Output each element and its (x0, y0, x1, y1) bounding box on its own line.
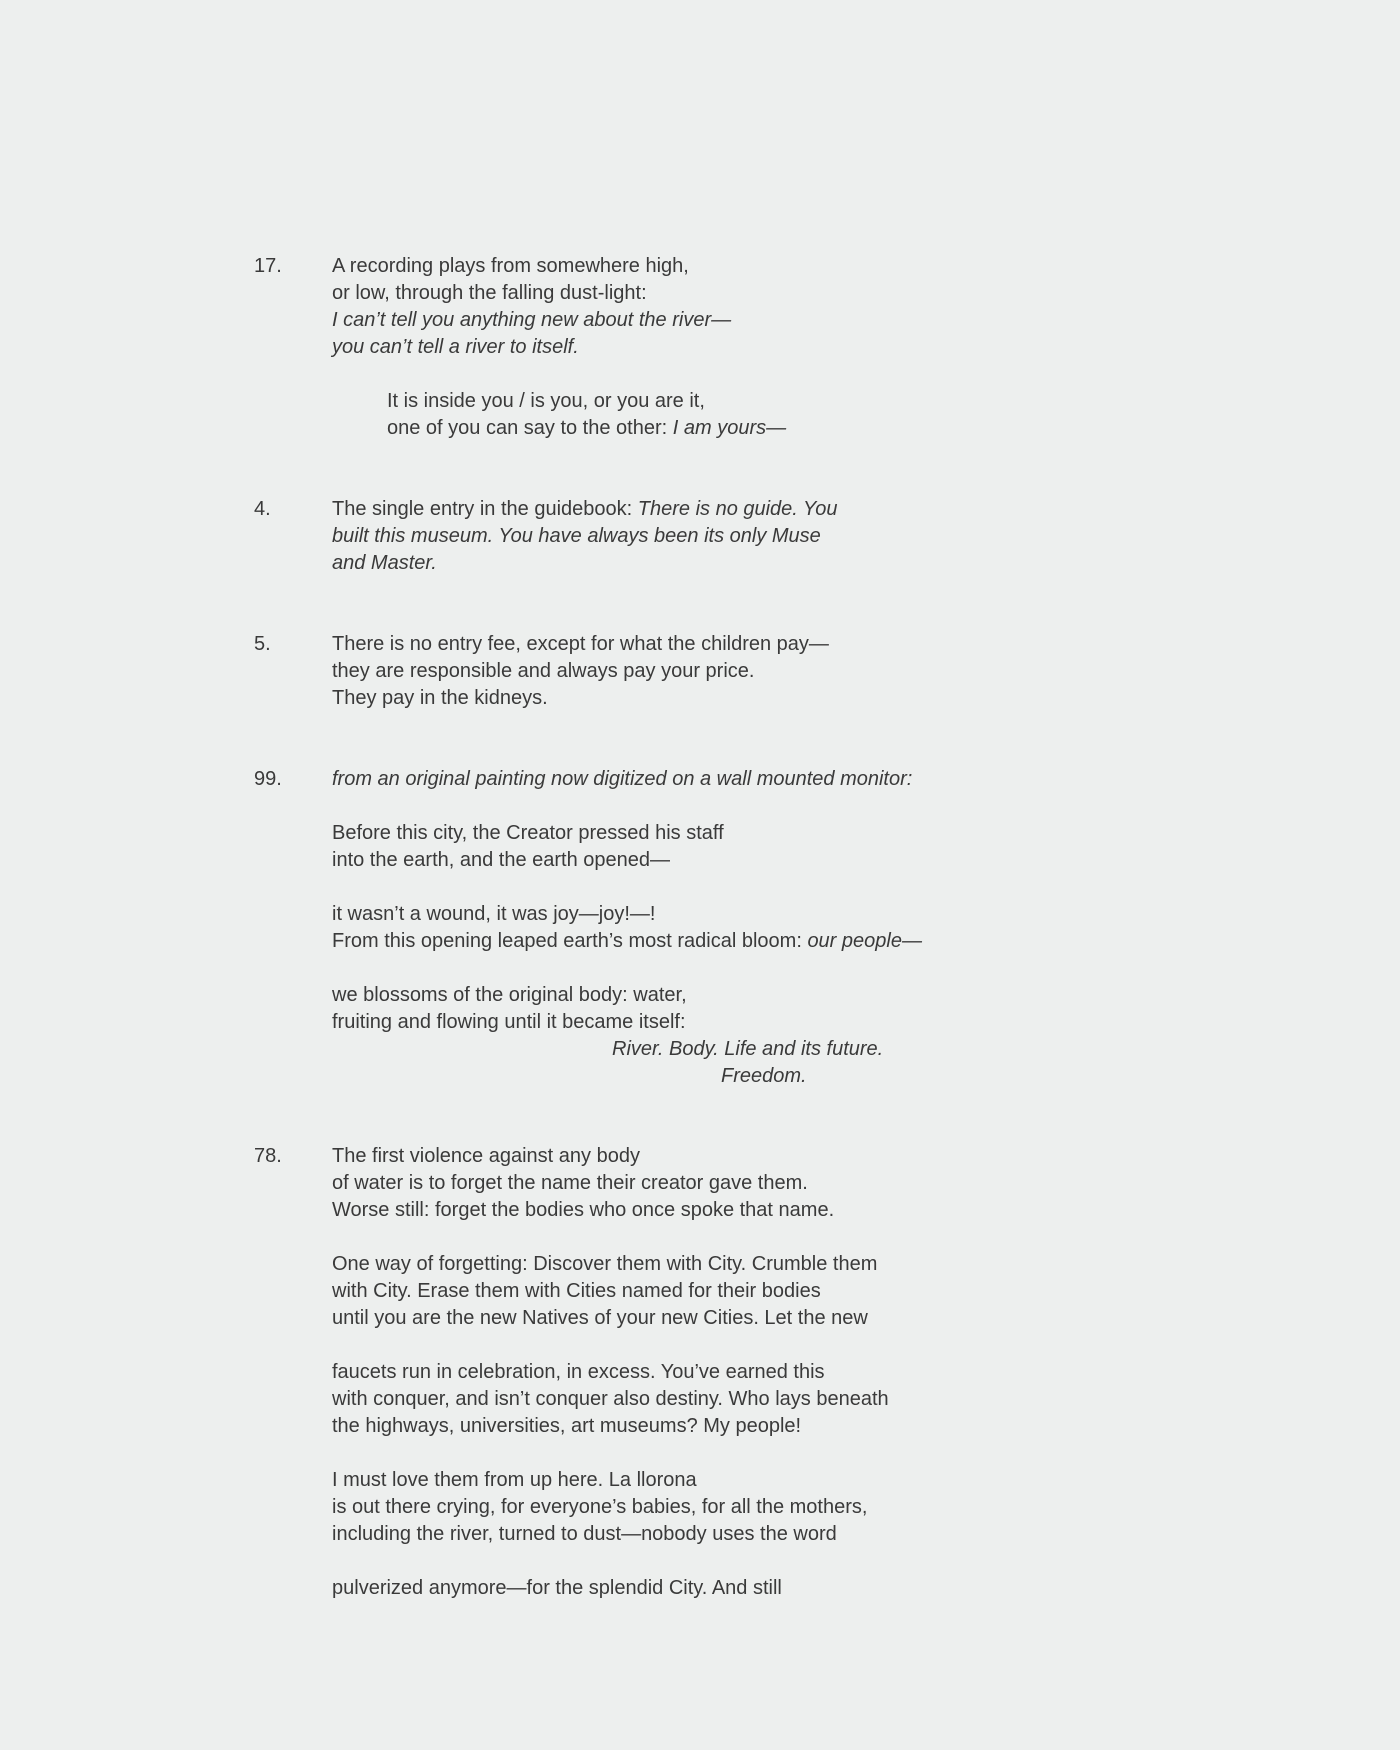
poem-line: pulverized anymore—for the splendid City. And still (332, 1577, 782, 1599)
poem-line: I must love them from up here. La llorona (332, 1469, 697, 1491)
poem-fragment: From this opening leaped earth’s most radical bloom: (332, 930, 808, 952)
poem-line-italic: Freedom. (721, 1065, 807, 1087)
poem-fragment-italic: our people— (807, 930, 922, 952)
section-body (332, 253, 1112, 442)
section-body (332, 631, 1112, 712)
poem-line: fruiting and flowing until it became itself: (332, 1011, 686, 1033)
poem-line: They pay in the kidneys. (332, 687, 548, 709)
poem-line: it wasn’t a wound, it was joy—joy!—! (332, 903, 656, 925)
poem-line: is out there crying, for everyone’s babies, for all the mothers, (332, 1496, 868, 1518)
poem-line (332, 928, 1112, 955)
poem-line-italic: and Master. (332, 552, 437, 574)
poem-line: we blossoms of the original body: water, (332, 984, 687, 1006)
poem-line-italic: built this museum. You have always been its only Muse (332, 525, 821, 547)
poem-line: There is no entry fee, except for what the children pay— (332, 633, 829, 655)
poem-line: faucets run in celebration, in excess. You’ve earned this (332, 1361, 825, 1383)
section-body (332, 1143, 1112, 1602)
poem-line: into the earth, and the earth opened— (332, 849, 671, 871)
poem-fragment-italic: There is no guide. You (637, 498, 838, 520)
poem-line-indented: It is inside you / is you, or you are it, (387, 390, 705, 412)
poem-line: A recording plays from somewhere high, (332, 255, 689, 277)
poem-line: the highways, universities, art museums? My people! (332, 1415, 802, 1437)
section-body (332, 766, 1112, 1090)
poem-line: including the river, turned to dust—nobody uses the word (332, 1523, 837, 1545)
section-number: 78. (254, 1145, 282, 1167)
poem-line: Before this city, the Creator pressed his staff (332, 822, 724, 844)
poem-fragment: The single entry in the guidebook: (332, 498, 638, 520)
section-number: 17. (254, 255, 282, 277)
poem-line-indented (332, 415, 1112, 442)
section-number: 5. (254, 633, 271, 655)
section-number: 99. (254, 768, 282, 790)
poem-fragment: one of you can say to the other: (387, 417, 673, 439)
poem-line: with City. Erase them with Cities named for their bodies (332, 1280, 821, 1302)
poem-line-italic: River. Body. Life and its future. (612, 1038, 884, 1060)
poem-line-italic: I can’t tell you anything new about the river— (332, 309, 732, 331)
poem-line-italic: from an original painting now digitized on a wall mounted monitor: (332, 768, 913, 790)
poem-line: with conquer, and isn’t conquer also destiny. Who lays beneath (332, 1388, 889, 1410)
poem-line: The first violence against any body (332, 1145, 640, 1167)
poem-line: they are responsible and always pay your price. (332, 660, 755, 682)
poem-line: or low, through the falling dust-light: (332, 282, 647, 304)
section-number: 4. (254, 498, 271, 520)
poem-line: One way of forgetting: Discover them with City. Crumble them (332, 1253, 878, 1275)
poem-line: of water is to forget the name their creator gave them. (332, 1172, 808, 1194)
poem-fragment-italic: I am yours— (672, 417, 787, 439)
poem-line-italic: you can’t tell a river to itself. (332, 336, 579, 358)
poem-line: until you are the new Natives of your new Cities. Let the new (332, 1307, 868, 1329)
poem-line: Worse still: forget the bodies who once spoke that name. (332, 1199, 835, 1221)
poem-line (332, 496, 1112, 523)
section-body (332, 496, 1112, 577)
